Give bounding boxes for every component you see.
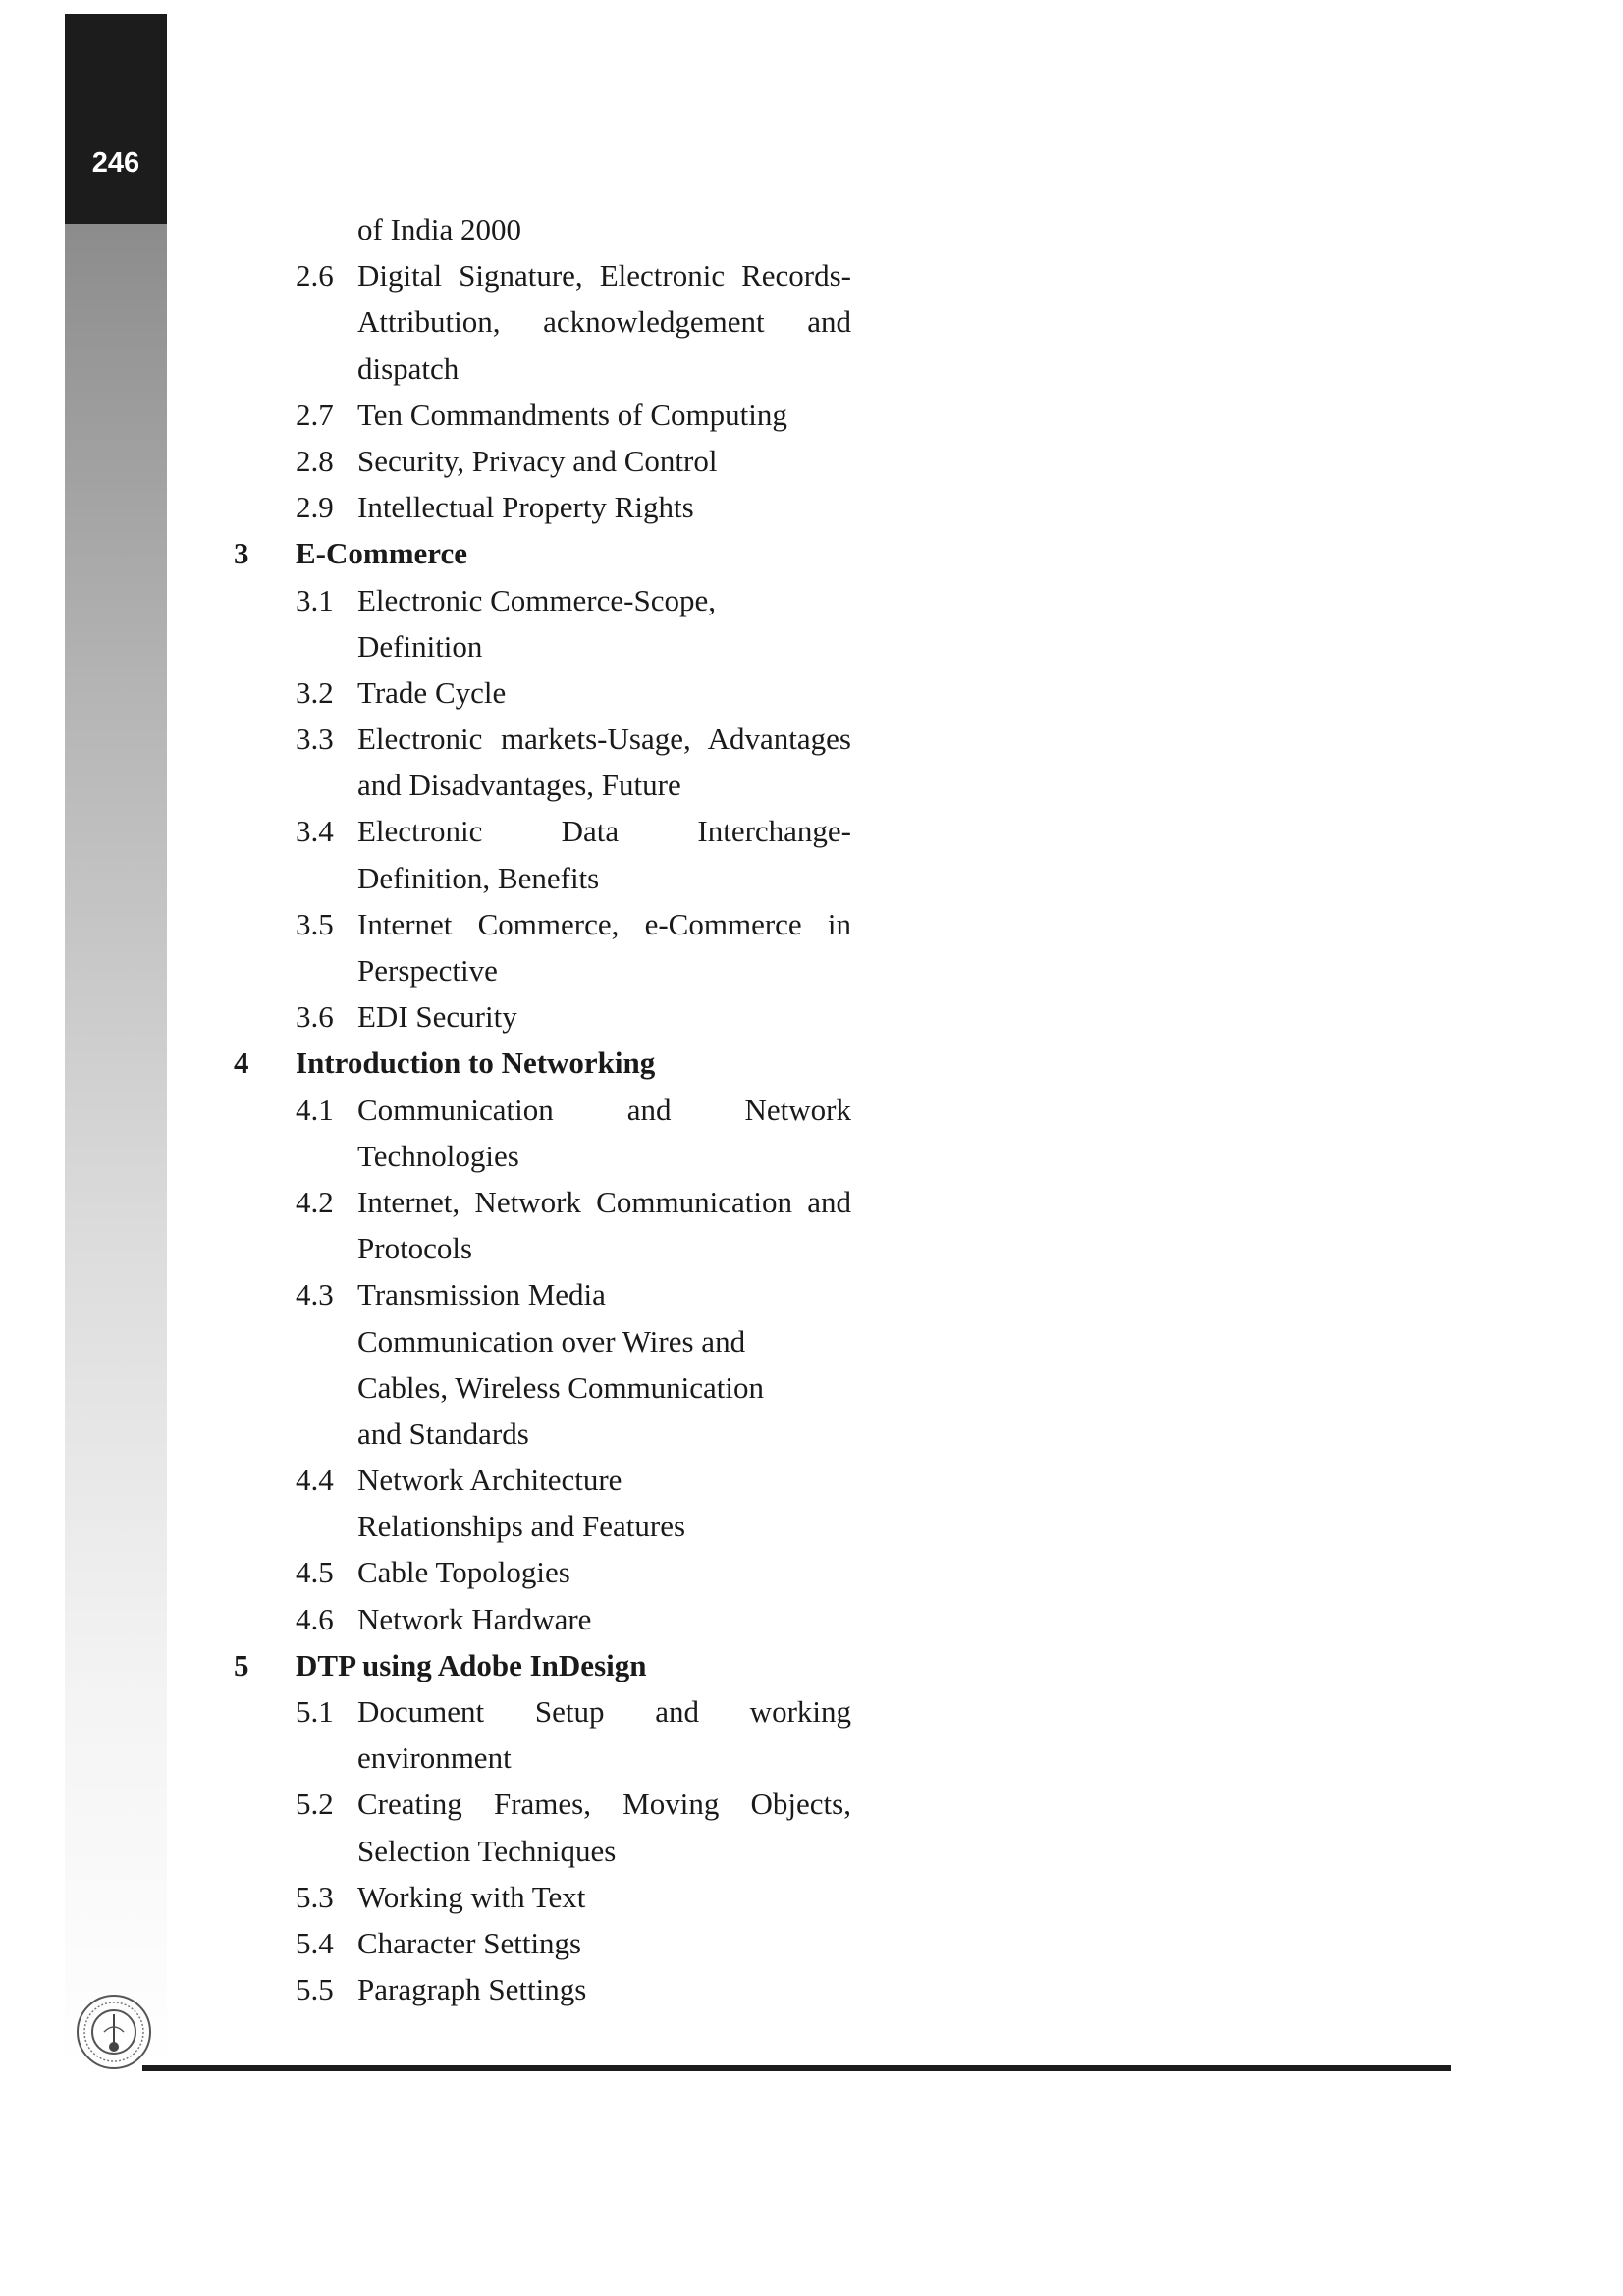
list-item bbox=[0, 1411, 1623, 1457]
section-title: DTP using Adobe InDesign bbox=[296, 1647, 647, 1682]
subsection-title: Working with Text bbox=[357, 1879, 586, 1914]
subsection-number: 3.2 bbox=[296, 674, 334, 710]
section-number: 4 bbox=[234, 1045, 249, 1081]
subsection-title: Digital Signature, Electronic Records- bbox=[357, 258, 851, 294]
list-item bbox=[0, 993, 1623, 1040]
subsection-title: Internet Commerce, e-Commerce in bbox=[357, 906, 851, 941]
list-item bbox=[0, 1271, 1623, 1317]
subsection-title: Paragraph Settings bbox=[357, 1972, 587, 2007]
continuation-text: environment bbox=[357, 1740, 512, 1776]
list-item bbox=[0, 1457, 1623, 1503]
continuation-text: Relationships and Features bbox=[357, 1509, 686, 1544]
list-item bbox=[0, 855, 1623, 901]
continuation-text: dispatch bbox=[357, 350, 460, 386]
list-item bbox=[0, 1874, 1623, 1920]
subsection-number: 5.2 bbox=[296, 1787, 334, 1822]
bottom-rule bbox=[142, 2065, 1451, 2071]
subsection-number: 2.9 bbox=[296, 490, 334, 525]
list-item bbox=[0, 1688, 1623, 1735]
section-number: 5 bbox=[234, 1647, 249, 1682]
list-item bbox=[0, 1087, 1623, 1133]
list-item bbox=[0, 252, 1623, 298]
subsection-number: 5.3 bbox=[296, 1879, 334, 1914]
subsection-number: 4.6 bbox=[296, 1601, 334, 1636]
subsection-title: Electronic Data Interchange- bbox=[357, 814, 851, 849]
list-item bbox=[0, 1920, 1623, 1966]
continuation-text: Cables, Wireless Communication bbox=[357, 1369, 765, 1405]
continuation-text: and Standards bbox=[357, 1415, 529, 1451]
list-item bbox=[0, 346, 1623, 392]
subsection-title: Electronic Commerce-Scope, bbox=[357, 582, 716, 617]
page-number-tab bbox=[65, 14, 167, 224]
subsection-title: Internet, Network Communication and bbox=[357, 1184, 851, 1219]
subsection-title: Network Architecture bbox=[357, 1463, 622, 1498]
subsection-number: 3.5 bbox=[296, 906, 334, 941]
subsection-title: Creating Frames, Moving Objects, bbox=[357, 1787, 851, 1822]
continuation-text: Selection Techniques bbox=[357, 1833, 617, 1868]
continuation-text: Attribution, acknowledgement and bbox=[357, 304, 851, 340]
subsection-number: 2.7 bbox=[296, 397, 334, 432]
subsection-number: 5.1 bbox=[296, 1694, 334, 1729]
continuation-text: Communication over Wires and bbox=[357, 1323, 746, 1359]
subsection-title: Character Settings bbox=[357, 1925, 582, 1960]
subsection-number: 4.2 bbox=[296, 1184, 334, 1219]
emblem-seal-icon bbox=[75, 1993, 153, 2071]
subsection-number: 4.1 bbox=[296, 1092, 334, 1127]
subsection-number: 5.5 bbox=[296, 1972, 334, 2007]
subsection-title: Communication and Network bbox=[357, 1092, 851, 1127]
section-heading-line bbox=[0, 530, 1623, 576]
list-item bbox=[0, 901, 1623, 947]
syllabus-content bbox=[0, 206, 1623, 2012]
list-item bbox=[0, 669, 1623, 716]
subsection-number: 4.3 bbox=[296, 1277, 334, 1312]
continuation-text: Protocols bbox=[357, 1231, 473, 1266]
subsection-number: 2.8 bbox=[296, 443, 334, 478]
list-item bbox=[0, 1225, 1623, 1271]
list-item bbox=[0, 623, 1623, 669]
list-item bbox=[0, 1828, 1623, 1874]
continuation-text: Definition bbox=[357, 628, 483, 664]
list-item bbox=[0, 1781, 1623, 1827]
subsection-number: 4.5 bbox=[296, 1555, 334, 1590]
list-item bbox=[0, 1318, 1623, 1364]
continuation-text: of India 2000 bbox=[357, 212, 522, 246]
list-item bbox=[0, 1364, 1623, 1411]
continuation-text: Definition, Benefits bbox=[357, 860, 600, 895]
subsection-title: Trade Cycle bbox=[357, 674, 507, 710]
subsection-number: 3.4 bbox=[296, 814, 334, 849]
subsection-title: Ten Commandments of Computing bbox=[357, 397, 787, 432]
section-heading-line bbox=[0, 1642, 1623, 1688]
list-item bbox=[0, 762, 1623, 808]
subsection-title: Intellectual Property Rights bbox=[357, 490, 694, 525]
subsection-number: 5.4 bbox=[296, 1925, 334, 1960]
list-item bbox=[0, 1735, 1623, 1781]
continuation-text: and Disadvantages, Future bbox=[357, 768, 681, 803]
list-item bbox=[0, 808, 1623, 854]
subsection-title: Security, Privacy and Control bbox=[357, 443, 718, 478]
continuation-text: Perspective bbox=[357, 953, 498, 988]
list-item bbox=[0, 1596, 1623, 1642]
subsection-title: Transmission Media bbox=[357, 1277, 606, 1312]
list-item bbox=[0, 1179, 1623, 1225]
list-item bbox=[0, 484, 1623, 530]
subsection-number: 3.6 bbox=[296, 999, 334, 1035]
list-item bbox=[0, 947, 1623, 993]
subsection-title: Cable Topologies bbox=[357, 1555, 570, 1590]
list-item bbox=[0, 206, 1623, 252]
subsection-title: Network Hardware bbox=[357, 1601, 592, 1636]
subsection-number: 3.3 bbox=[296, 721, 334, 757]
list-item bbox=[0, 1549, 1623, 1595]
list-item bbox=[0, 716, 1623, 762]
list-item bbox=[0, 438, 1623, 484]
list-item bbox=[0, 1133, 1623, 1179]
section-heading-line bbox=[0, 1040, 1623, 1086]
subsection-title: Document Setup and working bbox=[357, 1694, 851, 1729]
section-title: E-Commerce bbox=[296, 536, 468, 571]
subsection-number: 3.1 bbox=[296, 582, 334, 617]
list-item bbox=[0, 392, 1623, 438]
list-item bbox=[0, 577, 1623, 623]
section-title: Introduction to Networking bbox=[296, 1045, 656, 1081]
continuation-text: Technologies bbox=[357, 1138, 519, 1173]
subsection-number: 2.6 bbox=[296, 258, 334, 294]
list-item bbox=[0, 1966, 1623, 2012]
subsection-title: Electronic markets-Usage, Advantages bbox=[357, 721, 851, 757]
subsection-number: 4.4 bbox=[296, 1463, 334, 1498]
list-item bbox=[0, 298, 1623, 345]
subsection-title: EDI Security bbox=[357, 999, 517, 1035]
section-number: 3 bbox=[234, 536, 249, 571]
list-item bbox=[0, 1503, 1623, 1549]
page-number: 246 bbox=[91, 147, 140, 179]
